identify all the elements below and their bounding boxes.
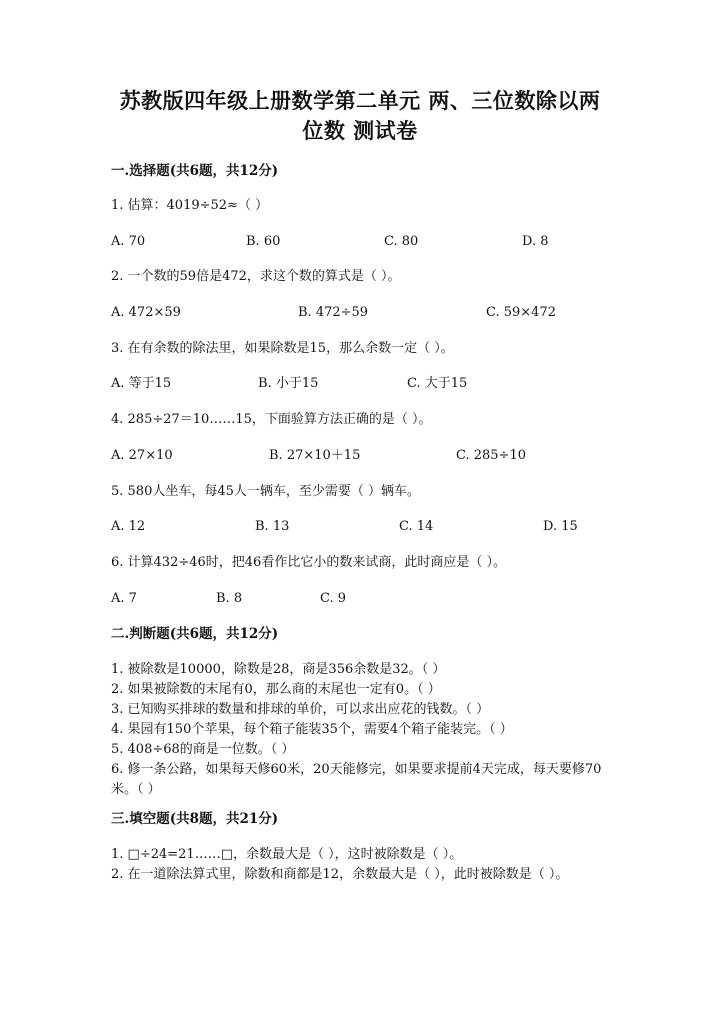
choice-question-4: 4. 285÷27＝10……15，下面验算方法正确的是（ ）。: [111, 412, 432, 427]
choice-3-option-b: B. 小于15: [258, 376, 319, 391]
choice-5-option-b: B. 13: [255, 519, 290, 534]
choice-5-option-d: D. 15: [543, 519, 578, 534]
choice-6-option-c: C. 9: [320, 591, 347, 606]
choice-4-option-c: C. 285÷10: [456, 448, 526, 463]
fill-item: 1. □÷24=21……□，余数最大是（ ），这时被除数是（ ）。: [111, 847, 463, 862]
choice-4-option-b: B. 27×10＋15: [269, 448, 361, 463]
section-heading-choice: 一.选择题(共6题，共12分): [111, 163, 279, 179]
choice-5-option-a: A. 12: [111, 519, 146, 534]
judge-list: [111, 660, 611, 800]
choice-question-2: 2. 一个数的59倍是472，求这个数的算式是（ ）。: [111, 269, 401, 284]
choice-1-option-c: C. 80: [384, 234, 419, 249]
choice-2-option-b: B. 472÷59: [298, 305, 369, 320]
choice-4-option-a: A. 27×10: [111, 448, 173, 463]
judge-item: 2. 如果被除数的末尾有0，那么商的末尾也一定有0。（ ）: [111, 682, 441, 697]
title-line-2: 位数 测试卷: [302, 118, 418, 143]
judge-item: 1. 被除数是10000，除数是28，商是356余数是32。（ ）: [111, 662, 446, 677]
choice-question-1: 1. 估算：4019÷52≈（ ）: [111, 198, 269, 213]
judge-item: 3. 已知购买排球的数量和排球的单价，可以求出应花的钱数。（ ）: [111, 702, 490, 717]
choice-1-option-a: A. 70: [111, 234, 146, 249]
choice-question-5: 5. 580人坐车，每45人一辆车，至少需要（ ）辆车。: [111, 484, 421, 499]
section-heading-fill: 三.填空题(共8题，共21分): [111, 811, 279, 827]
page-title: [100, 86, 620, 146]
choice-3-option-a: A. 等于15: [111, 376, 172, 391]
judge-item: 4. 果园有150个苹果，每个箱子能装35个，需要4个箱子能装完。（ ）: [111, 722, 513, 737]
fill-list: [111, 845, 611, 885]
title-line-1: 苏教版四年级上册数学第二单元 两、三位数除以两: [119, 88, 601, 113]
section-heading-judge: 二.判断题(共6题，共12分): [111, 626, 279, 642]
choice-1-option-d: D. 8: [522, 234, 549, 249]
fill-item: 2. 在一道除法算式里，除数和商都是12，余数最大是（ ），此时被除数是（ ）。: [111, 867, 569, 882]
judge-item: 5. 408÷68的商是一位数。（ ）: [111, 742, 295, 757]
choice-6-option-b: B. 8: [216, 591, 243, 606]
choice-2-option-a: A. 472×59: [111, 305, 181, 320]
choice-5-option-c: C. 14: [399, 519, 434, 534]
choice-6-option-a: A. 7: [111, 591, 137, 606]
choice-question-6: 6. 计算432÷46时，把46看作比它小的数来试商，此时商应是（ ）。: [111, 555, 506, 570]
choice-question-3: 3. 在有余数的除法里，如果除数是15，那么余数一定（ ）。: [111, 341, 454, 356]
choice-2-option-c: C. 59×472: [486, 305, 556, 320]
choice-3-option-c: C. 大于15: [407, 376, 468, 391]
judge-item: 6. 修一条公路，如果每天修60米，20天能修完，如果要求提前4天完成，每天要修70米。（ ）: [111, 762, 602, 797]
choice-1-option-b: B. 60: [246, 234, 281, 249]
